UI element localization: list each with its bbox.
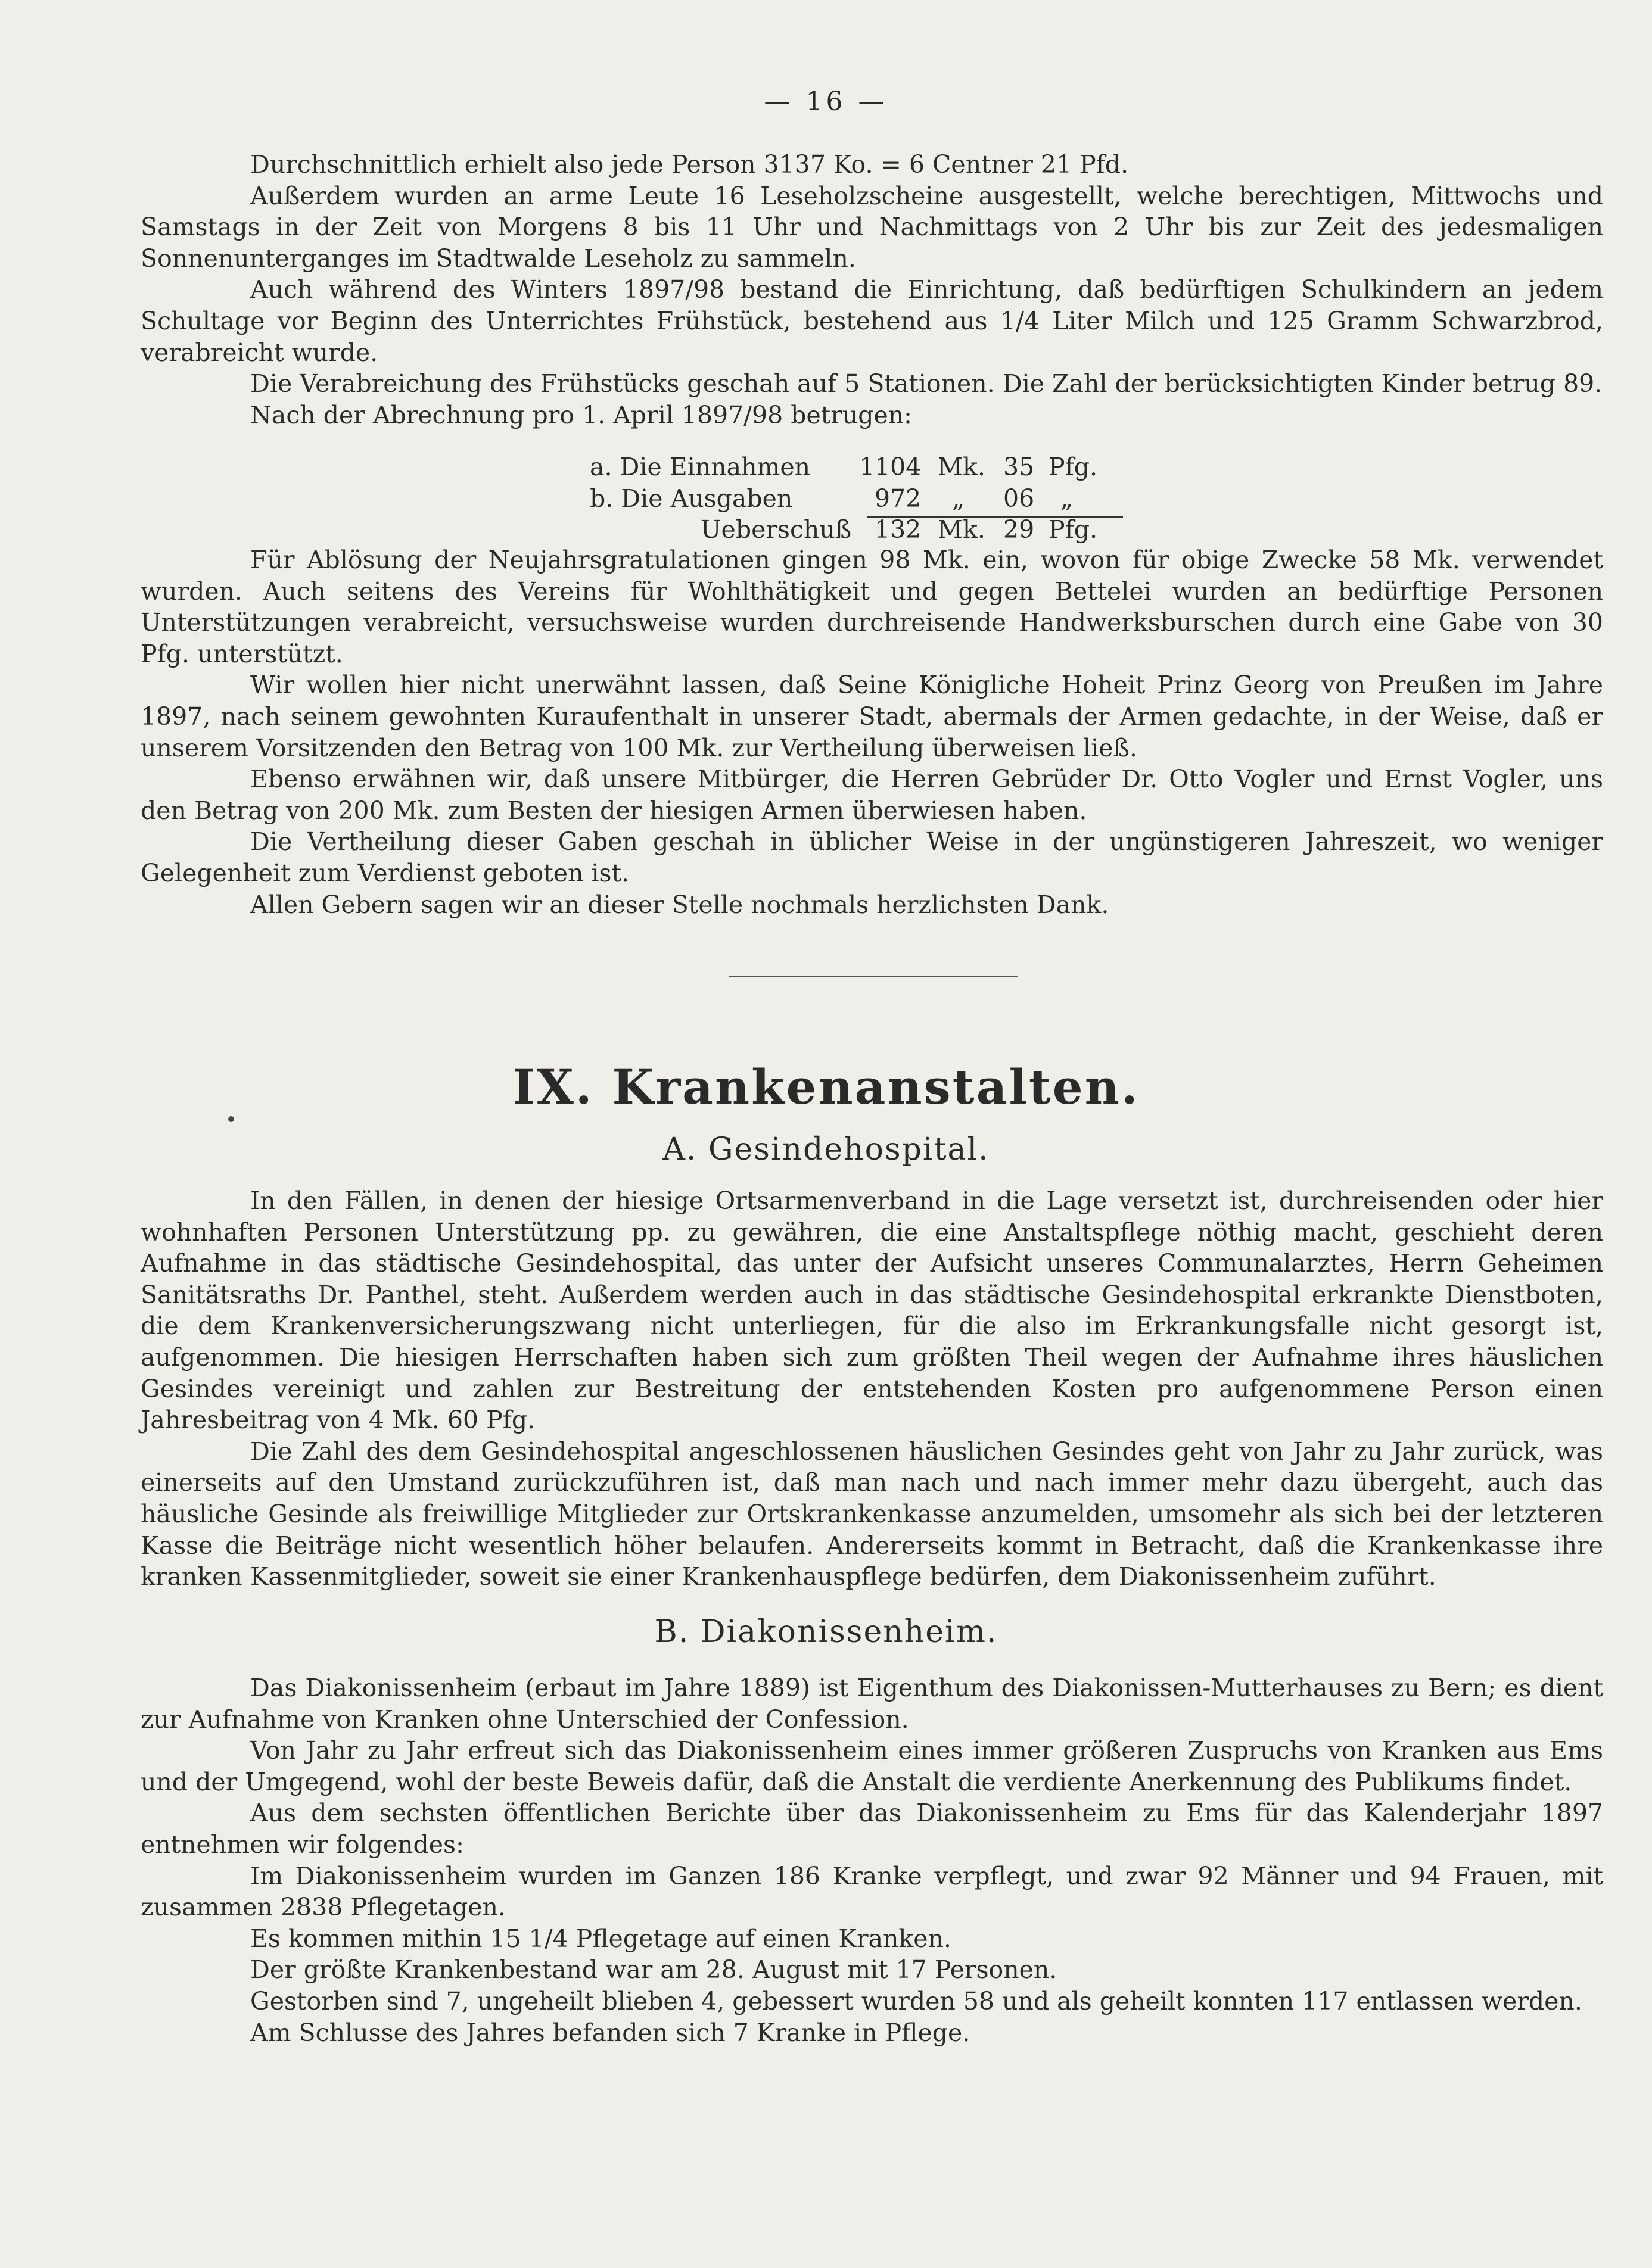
section-b-text <box>141 1672 1603 2048</box>
paragraph: Durchschnittlich erhielt also jede Person 3137 Ko. = 6 Centner 21 Pfd. <box>250 150 1129 179</box>
mid-text-block <box>141 544 1603 920</box>
account-unit: „ <box>952 484 965 513</box>
account-unit: Pfg. <box>1049 453 1098 481</box>
paragraph: Aus dem sechsten öffentlichen Berichte über das Diakonissenheim zu Ems für das Kalenderjahr 1897 entnehmen wir folgendes: <box>141 1799 1603 1859</box>
account-amount: 132 <box>875 515 922 544</box>
account-amount: 1104 <box>859 453 922 481</box>
account-cents: 29 <box>1003 515 1035 544</box>
paragraph: Es kommen mithin 15 1/4 Pflegetage auf einen Kranken. <box>250 1924 951 1953</box>
paragraph: Außerdem wurden an arme Leute 16 Leseholzscheine ausgestellt, welche berechtigen, Mittwochs und Samstags in der Zeit von Morgens 8 bis 11 Uhr und Nachmittags von 2 Uhr bis zur Zeit des jedesmaligen Sonnenunterganges im Stadtwalde Leseholz zu sammeln. <box>141 181 1603 273</box>
paragraph: Für Ablösung der Neujahrsgratulationen gingen 98 Mk. ein, wovon für obige Zwecke 58 Mk. verwendet wurden. Auch seitens des Vereins für Wohlthätigkeit und gegen Bettelei wurden an bedürftige Personen Unterstützungen verabreicht, versuchsweise wurden durchreisende Handwerksburschen durch eine Gabe von 30 Pfg. unterstützt. <box>141 546 1603 668</box>
account-label: a. Die Einnahmen <box>590 453 811 481</box>
section-a-heading: A. Gesindehospital. <box>662 1132 990 1167</box>
account-unit: Mk. <box>938 453 985 481</box>
top-text-block <box>141 149 1603 431</box>
paragraph: Die Verabreichung des Frühstücks geschah auf 5 Stationen. Die Zahl der berücksichtigten Kinder betrug 89. <box>250 369 1603 398</box>
paragraph: Allen Gebern sagen wir an dieser Stelle nochmals herzlichsten Dank. <box>250 890 1109 919</box>
account-unit: „ <box>1060 484 1074 513</box>
paragraph: Das Diakonissenheim (erbaut im Jahre 1889) ist Eigenthum des Diakonissen-Mutterhauses zu Bern; es dient zur Aufnahme von Kranken ohne Unterschied der Confession. <box>141 1674 1603 1734</box>
section-a-text <box>141 1185 1603 1593</box>
account-label: b. Die Ausgaben <box>590 484 793 513</box>
paragraph: Die Zahl des dem Gesindehospital angeschlossenen häuslichen Gesindes geht von Jahr zu Jahr zurück, was einerseits auf den Umstand zurückzuführen ist, daß man nach und nach immer mehr dazu übergeht, auch das häusliche Gesinde als freiwillige Mitglieder zur Ortskrankenkasse anzumelden, umsomehr als sich bei der letzteren Kasse die Beiträge nicht wesentlich höher belaufen. Andererseits kommt in Betracht, daß die Krankenkasse ihre kranken Kassenmitglieder, soweit sie einer Krankenhauspflege bedürfen, dem Diakonissenheim zuführt. <box>141 1437 1603 1591</box>
paragraph: Ebenso erwähnen wir, daß unsere Mitbürger, die Herren Gebrüder Dr. Otto Vogler und Ernst Vogler, uns den Betrag von 200 Mk. zum Besten der hiesigen Armen überwiesen haben. <box>141 765 1603 825</box>
section-b-heading: B. Diakonissenheim. <box>654 1614 998 1650</box>
account-amount: 972 <box>875 484 922 513</box>
paragraph: Im Diakonissenheim wurden im Ganzen 186 Kranke verpflegt, und zwar 92 Männer und 94 Frauen, mit zusammen 2838 Pflegetagen. <box>141 1861 1603 1922</box>
paragraph: Am Schlusse des Jahres befanden sich 7 Kranke in Pflege. <box>250 2018 970 2047</box>
account-cents: 35 <box>1003 453 1035 481</box>
account-cents: 06 <box>1003 484 1035 513</box>
paragraph: Gestorben sind 7, ungeheilt blieben 4, gebessert wurden 58 und als geheilt konnten 117 entlassen werden. <box>250 1986 1582 2015</box>
sum-rule <box>867 516 1123 518</box>
paragraph: Die Vertheilung dieser Gaben geschah in üblicher Weise in der ungünstigeren Jahreszeit, wo weniger Gelegenheit zum Verdienst geboten ist. <box>141 827 1603 887</box>
account-unit: Pfg. <box>1049 515 1098 544</box>
paragraph: Der größte Krankenbestand war am 28. August mit 17 Personen. <box>250 1955 1057 1984</box>
paragraph: Auch während des Winters 1897/98 bestand die Einrichtung, daß bedürftigen Schulkindern an jedem Schultage vor Beginn des Unterrichtes Frühstück, bestehend aus 1/4 Liter Milch und 125 Gramm Schwarzbrod, verabreicht wurde. <box>141 275 1603 367</box>
account-label: Ueberschuß <box>701 515 852 544</box>
paragraph: In den Fällen, in denen der hiesige Ortsarmenverband in die Lage versetzt ist, durchreisenden oder hier wohnhaften Personen Unterstützung pp. zu gewähren, die eine Anstaltspflege nöthig macht, geschieht deren Aufnahme in das städtische Gesindehospital, das unter der Aufsicht unseres Communalarztes, Herrn Geheimen Sanitätsraths Dr. Panthel, steht. Außerdem werden auch in das städtische Gesindehospital erkrankte Dienstboten, die dem Krankenversicherungszwang nicht unterliegen, für die also im Erkrankungsfalle nicht gesorgt ist, aufgenommen. Die hiesigen Herrschaften haben sich zum größten Theil wegen der Aufnahme ihres häuslichen Gesindes vereinigt und zahlen zur Bestreitung der entstehenden Kosten pro aufgenommene Person einen Jahresbeitrag von 4 Mk. 60 Pfg. <box>141 1186 1603 1435</box>
paragraph: Wir wollen hier nicht unerwähnt lassen, daß Seine Königliche Hoheit Prinz Georg von Preußen im Jahre 1897, nach seinem gewohnten Kuraufenthalt in unserer Stadt, abermals der Armen gedachte, in der Weise, daß er unserem Vorsitzenden den Betrag von 100 Mk. zur Vertheilung überweisen ließ. <box>141 671 1603 762</box>
paragraph: Nach der Abrechnung pro 1. April 1897/98 betrugen: <box>250 400 912 429</box>
page-number: — 16 — <box>764 86 888 117</box>
account-unit: Mk. <box>938 515 985 544</box>
chapter-title: IX. Krankenanstalten. <box>512 1059 1140 1115</box>
section-divider <box>729 976 1018 977</box>
paragraph: Von Jahr zu Jahr erfreut sich das Diakonissenheim eines immer größeren Zuspruchs von Kranken aus Ems und der Umgegend, wohl der beste Beweis dafür, daß die Anstalt die verdiente Anerkennung des Publikums findet. <box>141 1736 1603 1796</box>
ink-speck <box>228 1116 234 1122</box>
